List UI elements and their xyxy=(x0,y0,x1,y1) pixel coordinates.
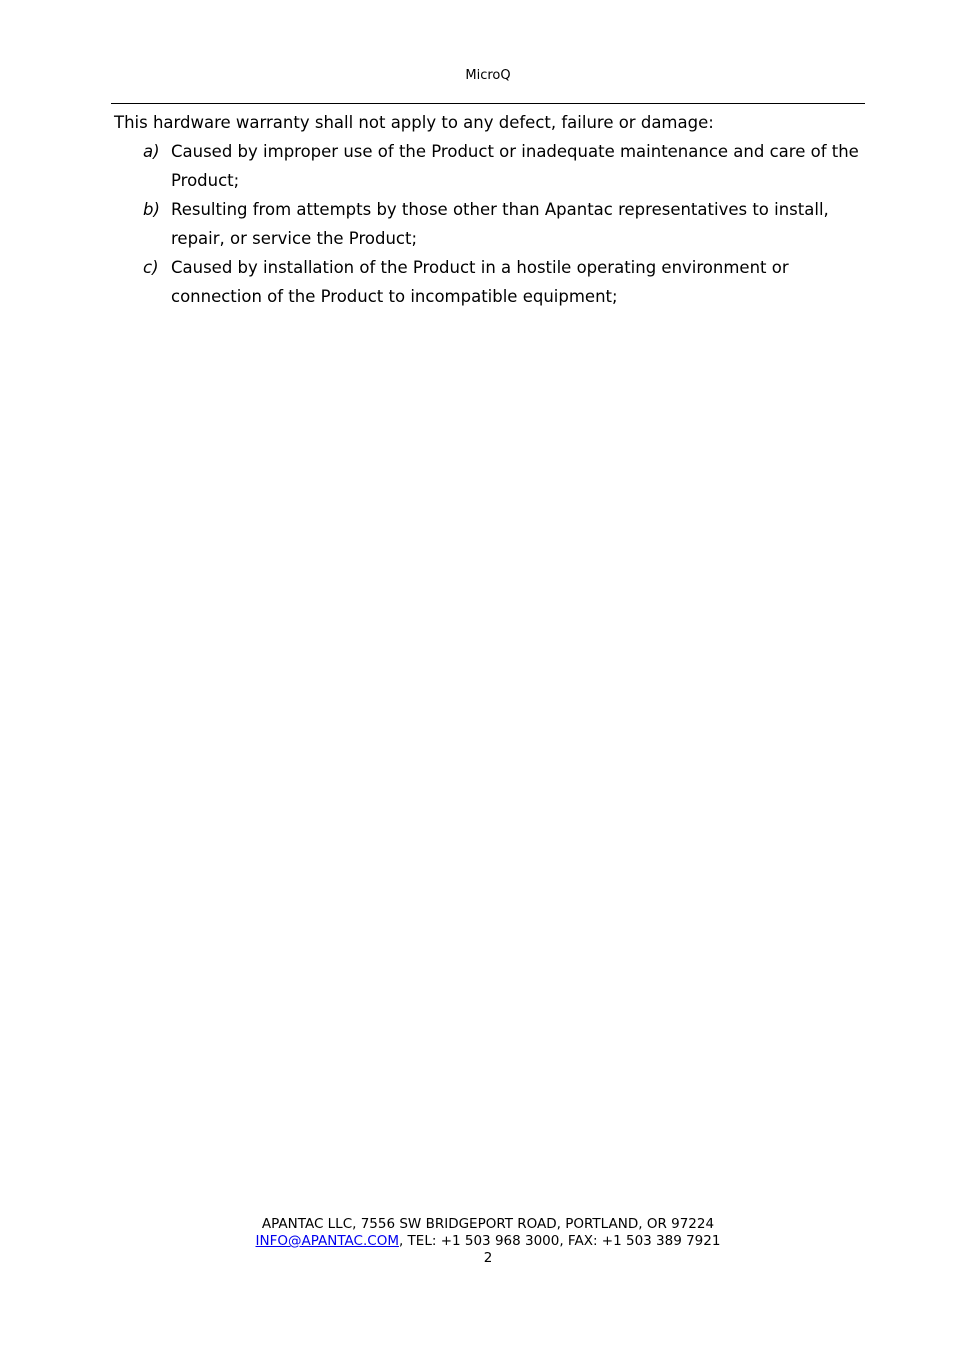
exclusions-list xyxy=(114,137,866,311)
document-body xyxy=(114,108,866,311)
list-item xyxy=(114,195,866,253)
list-item xyxy=(114,137,866,195)
list-item-text: Resulting from attempts by those other than Apantac representatives to install, repair, or service the Product; xyxy=(171,200,829,248)
footer-address: APANTAC LLC, 7556 SW BRIDGEPORT ROAD, PORTLAND, OR 97224 xyxy=(261,1216,715,1232)
page-header-title: MicroQ xyxy=(465,68,511,83)
header-divider xyxy=(111,103,865,104)
list-marker: a) xyxy=(143,142,160,161)
page-footer xyxy=(0,1216,954,1267)
list-marker: c) xyxy=(143,258,159,277)
footer-phone-fax: , TEL: +1 503 968 3000, FAX: +1 503 389 7921 xyxy=(398,1233,721,1249)
email-link[interactable]: INFO@APANTAC.COM xyxy=(255,1233,399,1249)
list-item-text: Caused by installation of the Product in a hostile operating environment or connection of the Product to incompatible equipment; xyxy=(171,258,789,306)
intro-paragraph: This hardware warranty shall not apply to any defect, failure or damage: xyxy=(114,113,714,132)
list-item xyxy=(114,253,866,311)
list-marker: b) xyxy=(143,200,160,219)
footer-contact-line xyxy=(0,1233,954,1250)
page-number: 2 xyxy=(483,1250,493,1266)
list-item-text: Caused by improper use of the Product or inadequate maintenance and care of the Product; xyxy=(171,142,859,190)
